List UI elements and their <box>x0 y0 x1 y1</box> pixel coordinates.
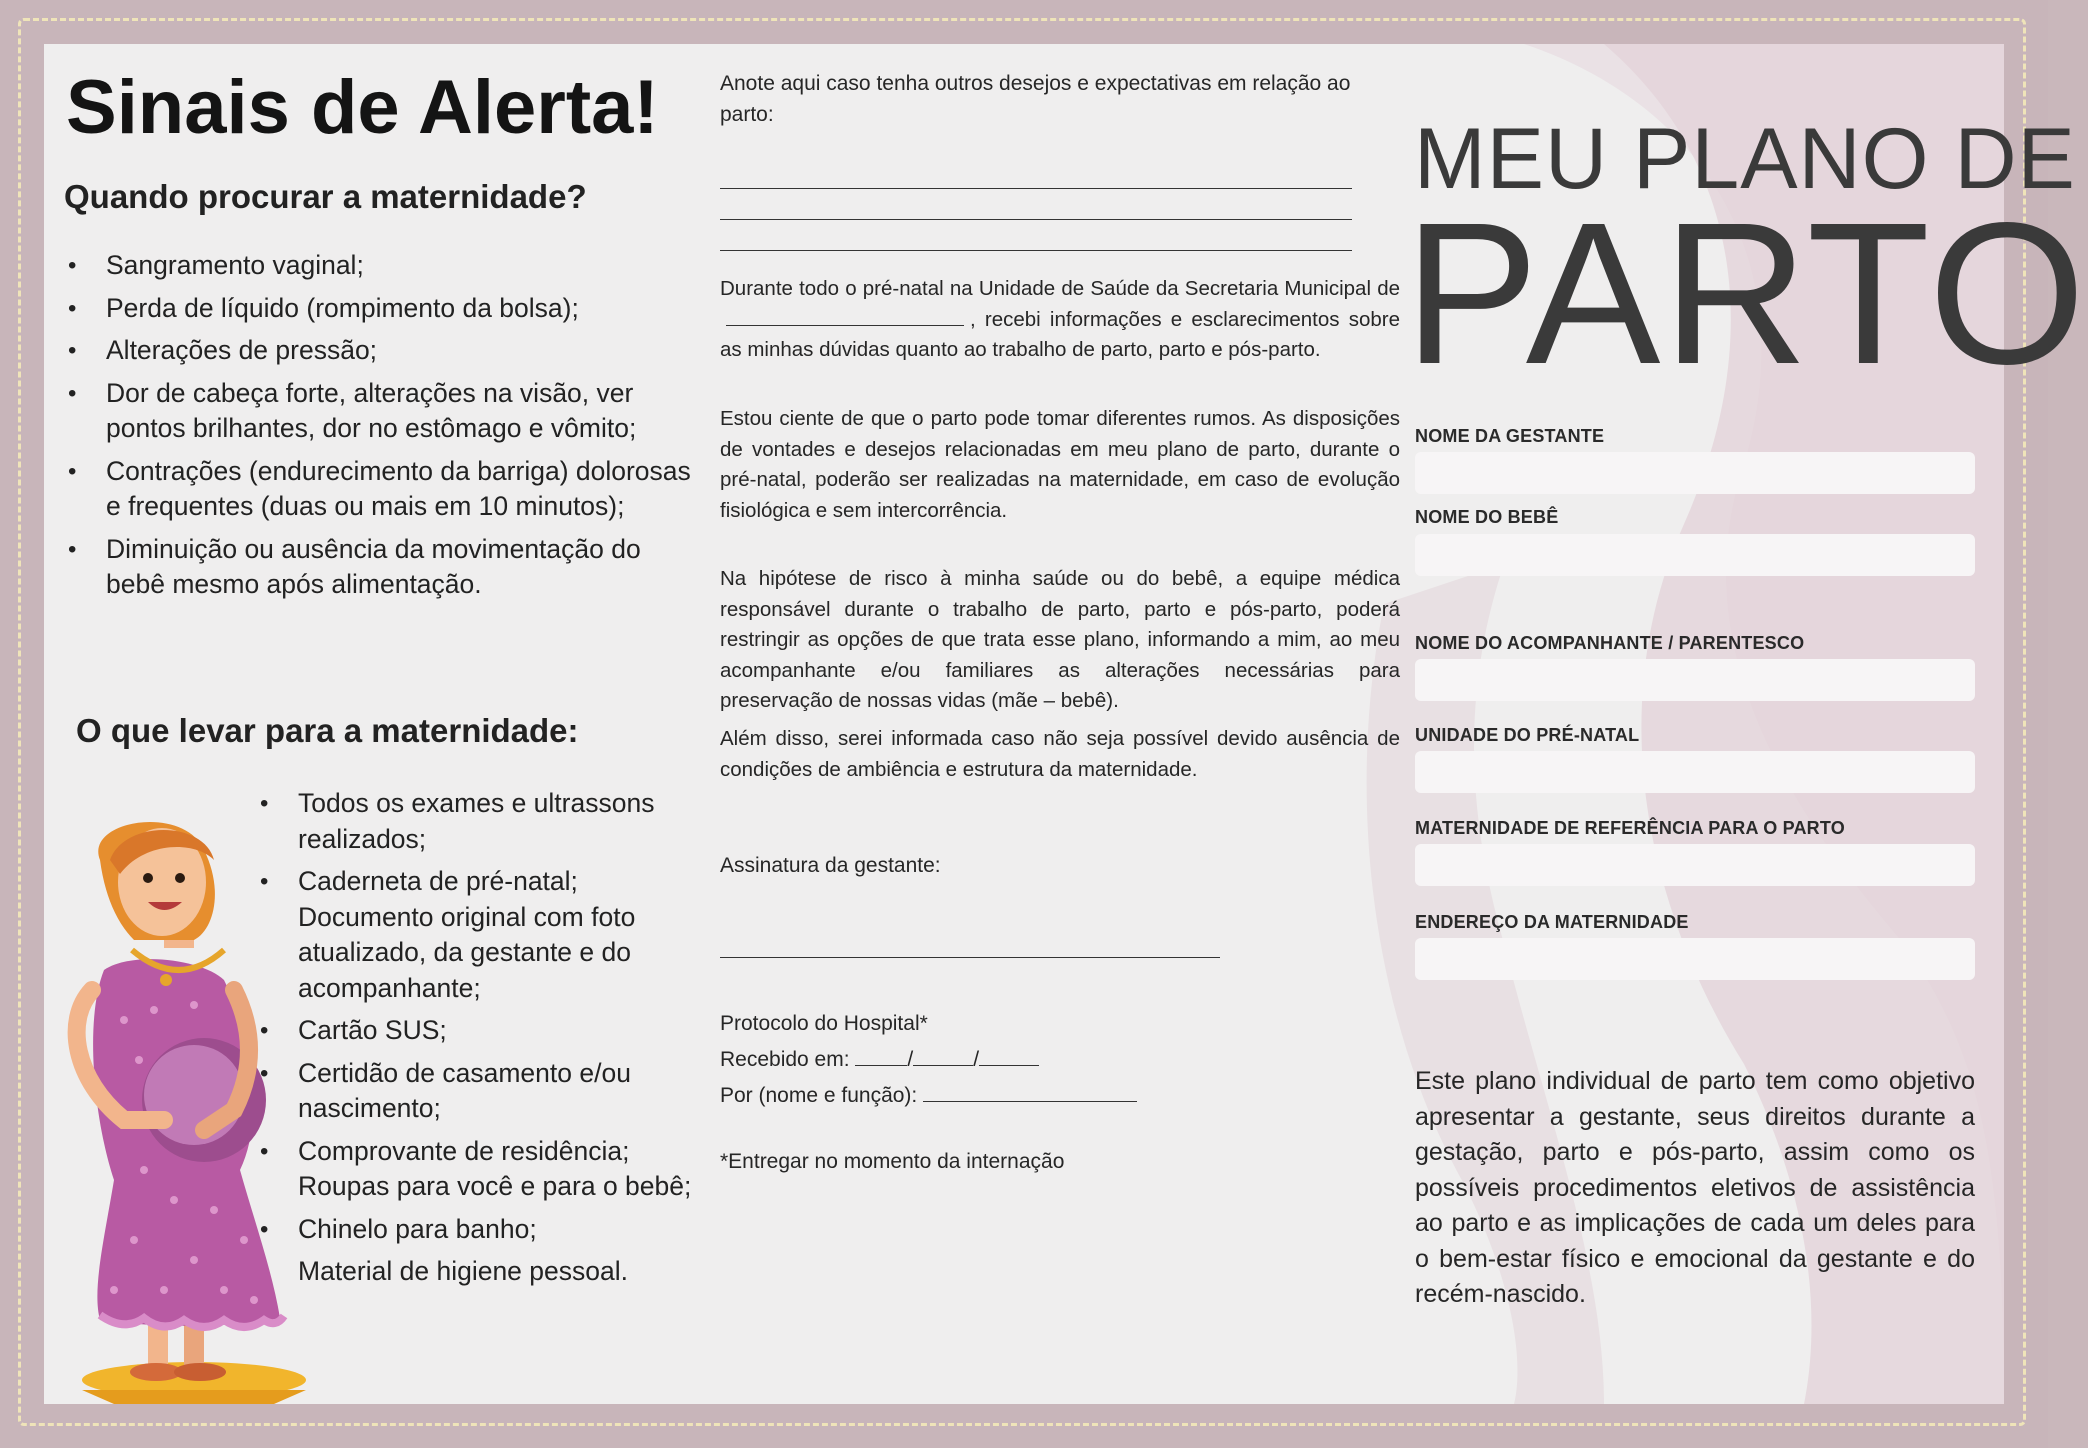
date-separator: / <box>973 1048 980 1071</box>
list-item: • Alterações de pressão; <box>68 333 698 369</box>
reference-maternity-label: MATERNIDADE DE REFERÊNCIA PARA O PARTO <box>1415 818 1845 838</box>
reference-maternity-field[interactable] <box>1415 844 1975 886</box>
list-item: • Caderneta de pré-natal; Documento original com foto atualizado, da gestante e do acompanhante; <box>260 864 700 1006</box>
wishes-prompt: Anote aqui caso tenha outros desejos e expectativas em relação ao parto: <box>720 72 1351 126</box>
received-label: Recebido em: <box>720 1048 850 1071</box>
when-to-go-title: Quando procurar a maternidade? <box>64 178 587 215</box>
list-item: • Diminuição ou ausência da movimentação do bebê mesmo após alimentação. <box>68 532 698 603</box>
cover-title-line2: PARTO <box>1404 180 2088 406</box>
alert-title: Sinais de Alerta! <box>66 65 659 150</box>
day-blank[interactable] <box>855 1047 907 1066</box>
list-item: • Comprovante de residência; Roupas para você e para o bebê; <box>260 1134 700 1205</box>
plan-description: Este plano individual de parto tem como objetivo apresentar a gestante, seus direitos durante a gestação, parto e pós-parto, assim como os possíveis procedimentos eletivos de assistência ao parto e as implicações de cada um deles para o bem-estar físico e emocional da gestante e do recém-nascido. <box>1415 1067 1975 1308</box>
month-blank[interactable] <box>913 1047 973 1066</box>
list-item: • Certidão de casamento e/ou nascimento; <box>260 1056 700 1127</box>
prenatal-unit-field[interactable] <box>1415 751 1975 793</box>
pregnant-name-label: NOME DA GESTANTE <box>1415 426 1605 446</box>
signature-line[interactable] <box>720 957 1220 958</box>
list-item: • Sangramento vaginal; <box>68 248 698 284</box>
year-blank[interactable] <box>979 1047 1039 1066</box>
maternity-address-label: ENDEREÇO DA MATERNIDADE <box>1415 912 1689 932</box>
paragraph-text: , recebi informações e esclarecimentos sobre as minhas dúvidas quanto ao trabalho de parto, parto e pós-parto. <box>720 307 1400 361</box>
write-line[interactable] <box>720 158 1352 189</box>
protocol-label: Protocolo do Hospital* <box>720 1012 928 1035</box>
awareness-paragraph: Estou ciente de que o parto pode tomar diferentes rumos. As disposições de vontades e desejos relacionadas em meu plano de parto, durante o pré-natal, poderão ser realizadas na maternidade, em caso de evolução fisiológica e sem intercorrência. <box>720 407 1400 522</box>
pregnant-woman-illustration <box>44 820 304 1404</box>
brochure-sheet <box>44 44 2088 1404</box>
write-line[interactable] <box>720 220 1352 251</box>
risk-paragraph: Na hipótese de risco à minha saúde ou do bebê, a equipe médica responsável durante o trabalho de parto, parto e pós-parto, poderá restringir as opções de que trata esse plano, informando a mim, ao meu acompanhante e/ou familiares as alterações necessárias para preservação de nossas vidas (mãe – bebê). <box>720 567 1400 712</box>
list-item: • Material de higiene pessoal. <box>260 1254 700 1290</box>
write-line[interactable] <box>720 189 1352 220</box>
received-by-label: Por (nome e função): <box>720 1084 918 1107</box>
baby-name-field[interactable] <box>1415 534 1975 576</box>
footnote: *Entregar no momento da internação <box>720 1150 1065 1173</box>
warning-signs-list <box>68 248 698 610</box>
date-separator: / <box>907 1048 914 1071</box>
received-by-row <box>720 1078 1137 1114</box>
cover-title-line1: MEU PLANO DE <box>1414 111 2076 207</box>
wishes-lines[interactable] <box>720 158 1352 251</box>
list-item: • Contrações (endurecimento da barriga) dolorosas e frequentes (duas ou mais em 10 minutos); <box>68 454 698 525</box>
prenatal-unit-label: UNIDADE DO PRÉ-NATAL <box>1415 725 1640 745</box>
companion-label: NOME DO ACOMPANHANTE / PARENTESCO <box>1415 633 1805 653</box>
list-item: • Chinelo para banho; <box>260 1212 700 1248</box>
prenatal-paragraph <box>720 274 1400 366</box>
list-item: • Cartão SUS; <box>260 1013 700 1049</box>
list-item: • Todos os exames e ultrassons realizados; <box>260 786 700 857</box>
list-item: • Dor de cabeça forte, alterações na visão, ver pontos brilhantes, dor no estômago e vômito; <box>68 376 698 447</box>
list-item: • Perda de líquido (rompimento da bolsa); <box>68 291 698 327</box>
paragraph-text: Durante todo o pré-natal na Unidade de Saúde da Secretaria Municipal de <box>720 277 1400 300</box>
received-by-blank[interactable] <box>923 1083 1137 1102</box>
items-to-bring-list <box>260 786 700 1297</box>
baby-name-label: NOME DO BEBÊ <box>1415 507 1559 527</box>
maternity-address-field[interactable] <box>1415 938 1975 980</box>
what-to-bring-title: O que levar para a maternidade: <box>76 712 579 749</box>
companion-field[interactable] <box>1415 659 1975 701</box>
municipality-blank[interactable] <box>726 305 964 326</box>
received-row <box>720 1042 1137 1078</box>
hospital-protocol <box>720 1006 1137 1114</box>
signature-label: Assinatura da gestante: <box>720 854 941 877</box>
ambience-paragraph: Além disso, serei informada caso não seja possível devido ausência de condições de ambiência e estrutura da maternidade. <box>720 727 1400 781</box>
pregnant-name-field[interactable] <box>1415 452 1975 494</box>
